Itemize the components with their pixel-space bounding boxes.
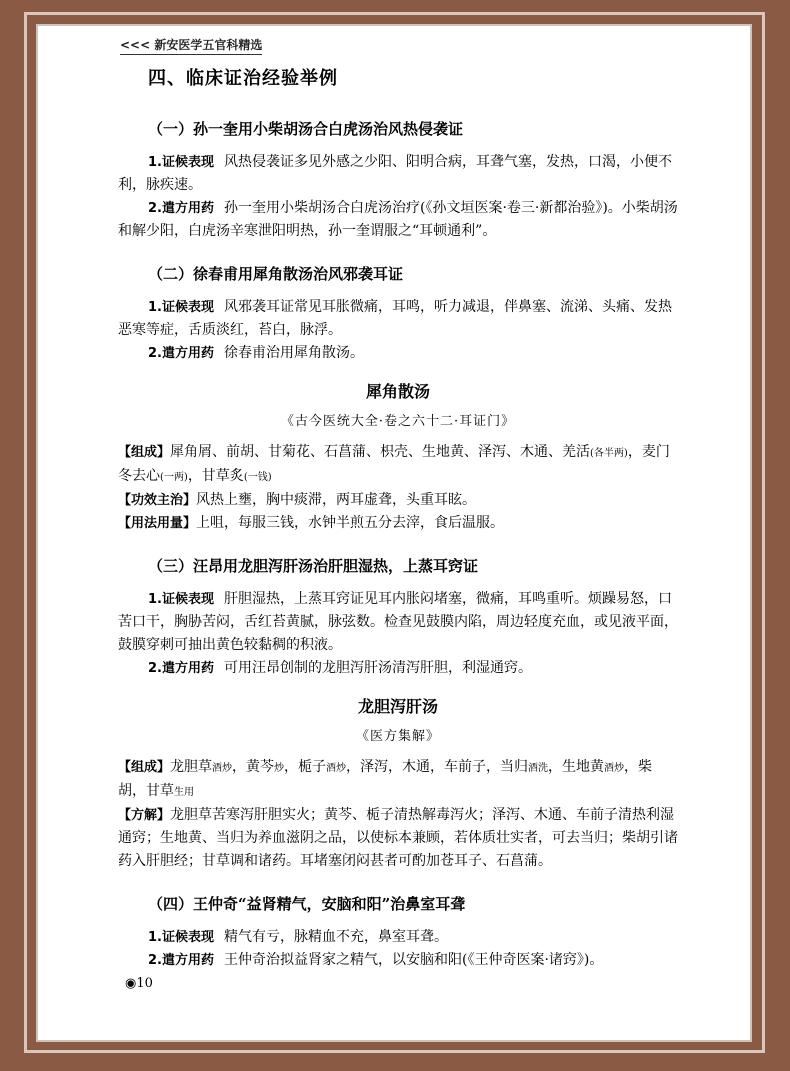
symptoms-text: 风热侵袭证多见外感之少阳、阳明合病，耳聋气塞，发热，口渴，小便不利，脉疾速。: [118, 154, 672, 193]
case-title: （二）徐春甫用犀角散汤治风邪袭耳证: [148, 265, 404, 283]
dosage-note: (各半两): [590, 448, 628, 459]
case-treatment: [118, 949, 678, 972]
symptoms-label: 1.证候表现: [148, 592, 214, 607]
formula-name: 龙胆泻肝汤: [357, 697, 438, 716]
symptoms-label: 1.证候表现: [148, 300, 214, 315]
formula-source: 《医方集解》: [355, 729, 440, 744]
page-number: [125, 976, 153, 991]
treatment-text: 孙一奎用小柴胡汤合白虎汤治疗(《孙文垣医案·卷三·新都治验》)。小柴胡汤和解少阳，白虎汤辛寒泄阳明热，孙一奎谓服之“耳顿通利”。: [118, 200, 678, 239]
composition-tag: 【组成】: [118, 760, 171, 775]
case-symptoms: [118, 926, 678, 949]
formula-composition: [118, 441, 678, 489]
treatment-label: 2.遣方用药: [148, 201, 214, 216]
page-marker-icon: ◉: [125, 976, 137, 991]
herb: ，柴胡，甘草: [118, 759, 653, 799]
prep-note: 酒炒: [604, 763, 625, 774]
running-head: <<< 新安医学五官科精选: [120, 36, 262, 55]
dosage-note: (一两): [160, 472, 188, 483]
case-symptoms: [118, 588, 678, 657]
formula-composition: [118, 756, 678, 804]
herb: ，黄芩: [232, 759, 275, 775]
composition-text: ，甘草炙: [187, 468, 244, 484]
dosage-note: (一钱): [243, 472, 272, 483]
composition-text: ，麦门冬去心: [118, 444, 670, 484]
herb: ，栀子: [284, 759, 327, 775]
case-symptoms: [118, 151, 678, 197]
symptoms-text: 肝胆湿热，上蒸耳窍证见耳内胀闷堵塞，微痛，耳鸣重听。烦躁易怒，口苦口干，胸胁苦闷，舌红苔黄腻，脉弦数。检查见鼓膜内陷，周边轻度充血，或见液平面，鼓膜穿刺可抽出黄色较黏稠的积液。: [118, 591, 678, 653]
effect-tag: 【功效主治】: [118, 493, 197, 508]
effect-text: 风热上壅，胸中痰滞，两耳虚聋，头重耳眩。: [196, 492, 477, 508]
prep-note: 酒炒: [212, 763, 233, 774]
case-treatment: [118, 197, 678, 243]
usage-text: 上咀，每服三钱，水钟半煎五分去滓，食后温服。: [196, 515, 505, 531]
treatment-text: 王仲奇治拟益肾家之精气，以安脑和阳(《王仲奇医案·诸窍》)。: [223, 952, 604, 968]
treatment-label: 2.遣方用药: [148, 661, 214, 676]
composition-tag: 【组成】: [118, 445, 171, 460]
prep-note: 酒洗: [528, 763, 549, 774]
treatment-label: 2.遣方用药: [148, 953, 214, 968]
formula-effect: [118, 489, 678, 512]
treatment-text: 徐春甫治用犀角散汤。: [223, 345, 364, 361]
explanation-tag: 【方解】: [118, 808, 171, 823]
case-symptoms: [118, 296, 678, 342]
formula-source: 《古今医统大全·卷之六十二·耳证门》: [280, 414, 516, 429]
case-title: （四）王仲奇“益肾精气，安脑和阳”治鼻室耳聋: [148, 895, 466, 913]
symptoms-label: 1.证候表现: [148, 155, 214, 170]
section-title: 四、临床证治经验举例: [148, 68, 338, 89]
treatment-label: 2.遣方用药: [148, 346, 214, 361]
case-title: （三）汪昂用龙胆泻肝汤治肝胆湿热，上蒸耳窍证: [148, 557, 479, 575]
formula-name: 犀角散汤: [365, 382, 430, 401]
case-treatment: [118, 657, 678, 680]
prep-note: 生用: [174, 787, 194, 798]
explanation-text: 龙胆草苦寒泻肝胆实火；黄芩、栀子清热解毒泻火；泽泻、木通、车前子清热利湿通窍；生地黄、当归为养血滋阴之品，以使标本兼顾，若体质壮实者，可去当归；柴胡引诸药入肝胆经；甘草调和诸药。耳堵塞闭闷甚者可酌加苍耳子、石菖蒲。: [118, 807, 678, 869]
prep-note: 酒炒: [326, 763, 347, 774]
case-title: （一）孙一奎用小柴胡汤合白虎汤治风热侵袭证: [148, 120, 464, 138]
composition-text: 犀角屑、前胡、甘菊花、石菖蒲、枳壳、生地黄、泽泻、木通、羌活: [170, 444, 591, 460]
herb: 龙胆草: [170, 759, 213, 775]
page-number-text: 10: [136, 976, 153, 991]
usage-tag: 【用法用量】: [118, 516, 197, 531]
symptoms-text: 风邪袭耳证常见耳胀微痛，耳鸣，听力减退，伴鼻塞、流涕、头痛、发热恶寒等症，舌质淡红，苔白，脉浮。: [118, 299, 672, 338]
herb: ，泽泻，木通，车前子，当归: [346, 759, 529, 775]
symptoms-text: 精气有亏，脉精血不充，鼻室耳聋。: [223, 929, 448, 945]
formula-usage: [118, 512, 678, 535]
treatment-text: 可用汪昂创制的龙胆泻肝汤清泻肝胆，利湿通窍。: [223, 660, 532, 676]
prep-note: 炒: [274, 763, 285, 774]
case-treatment: [118, 342, 678, 365]
symptoms-label: 1.证候表现: [148, 930, 214, 945]
header: [120, 34, 734, 55]
formula-explanation: [118, 804, 678, 873]
page-body: [118, 64, 678, 972]
herb: ，生地黄: [548, 759, 605, 775]
